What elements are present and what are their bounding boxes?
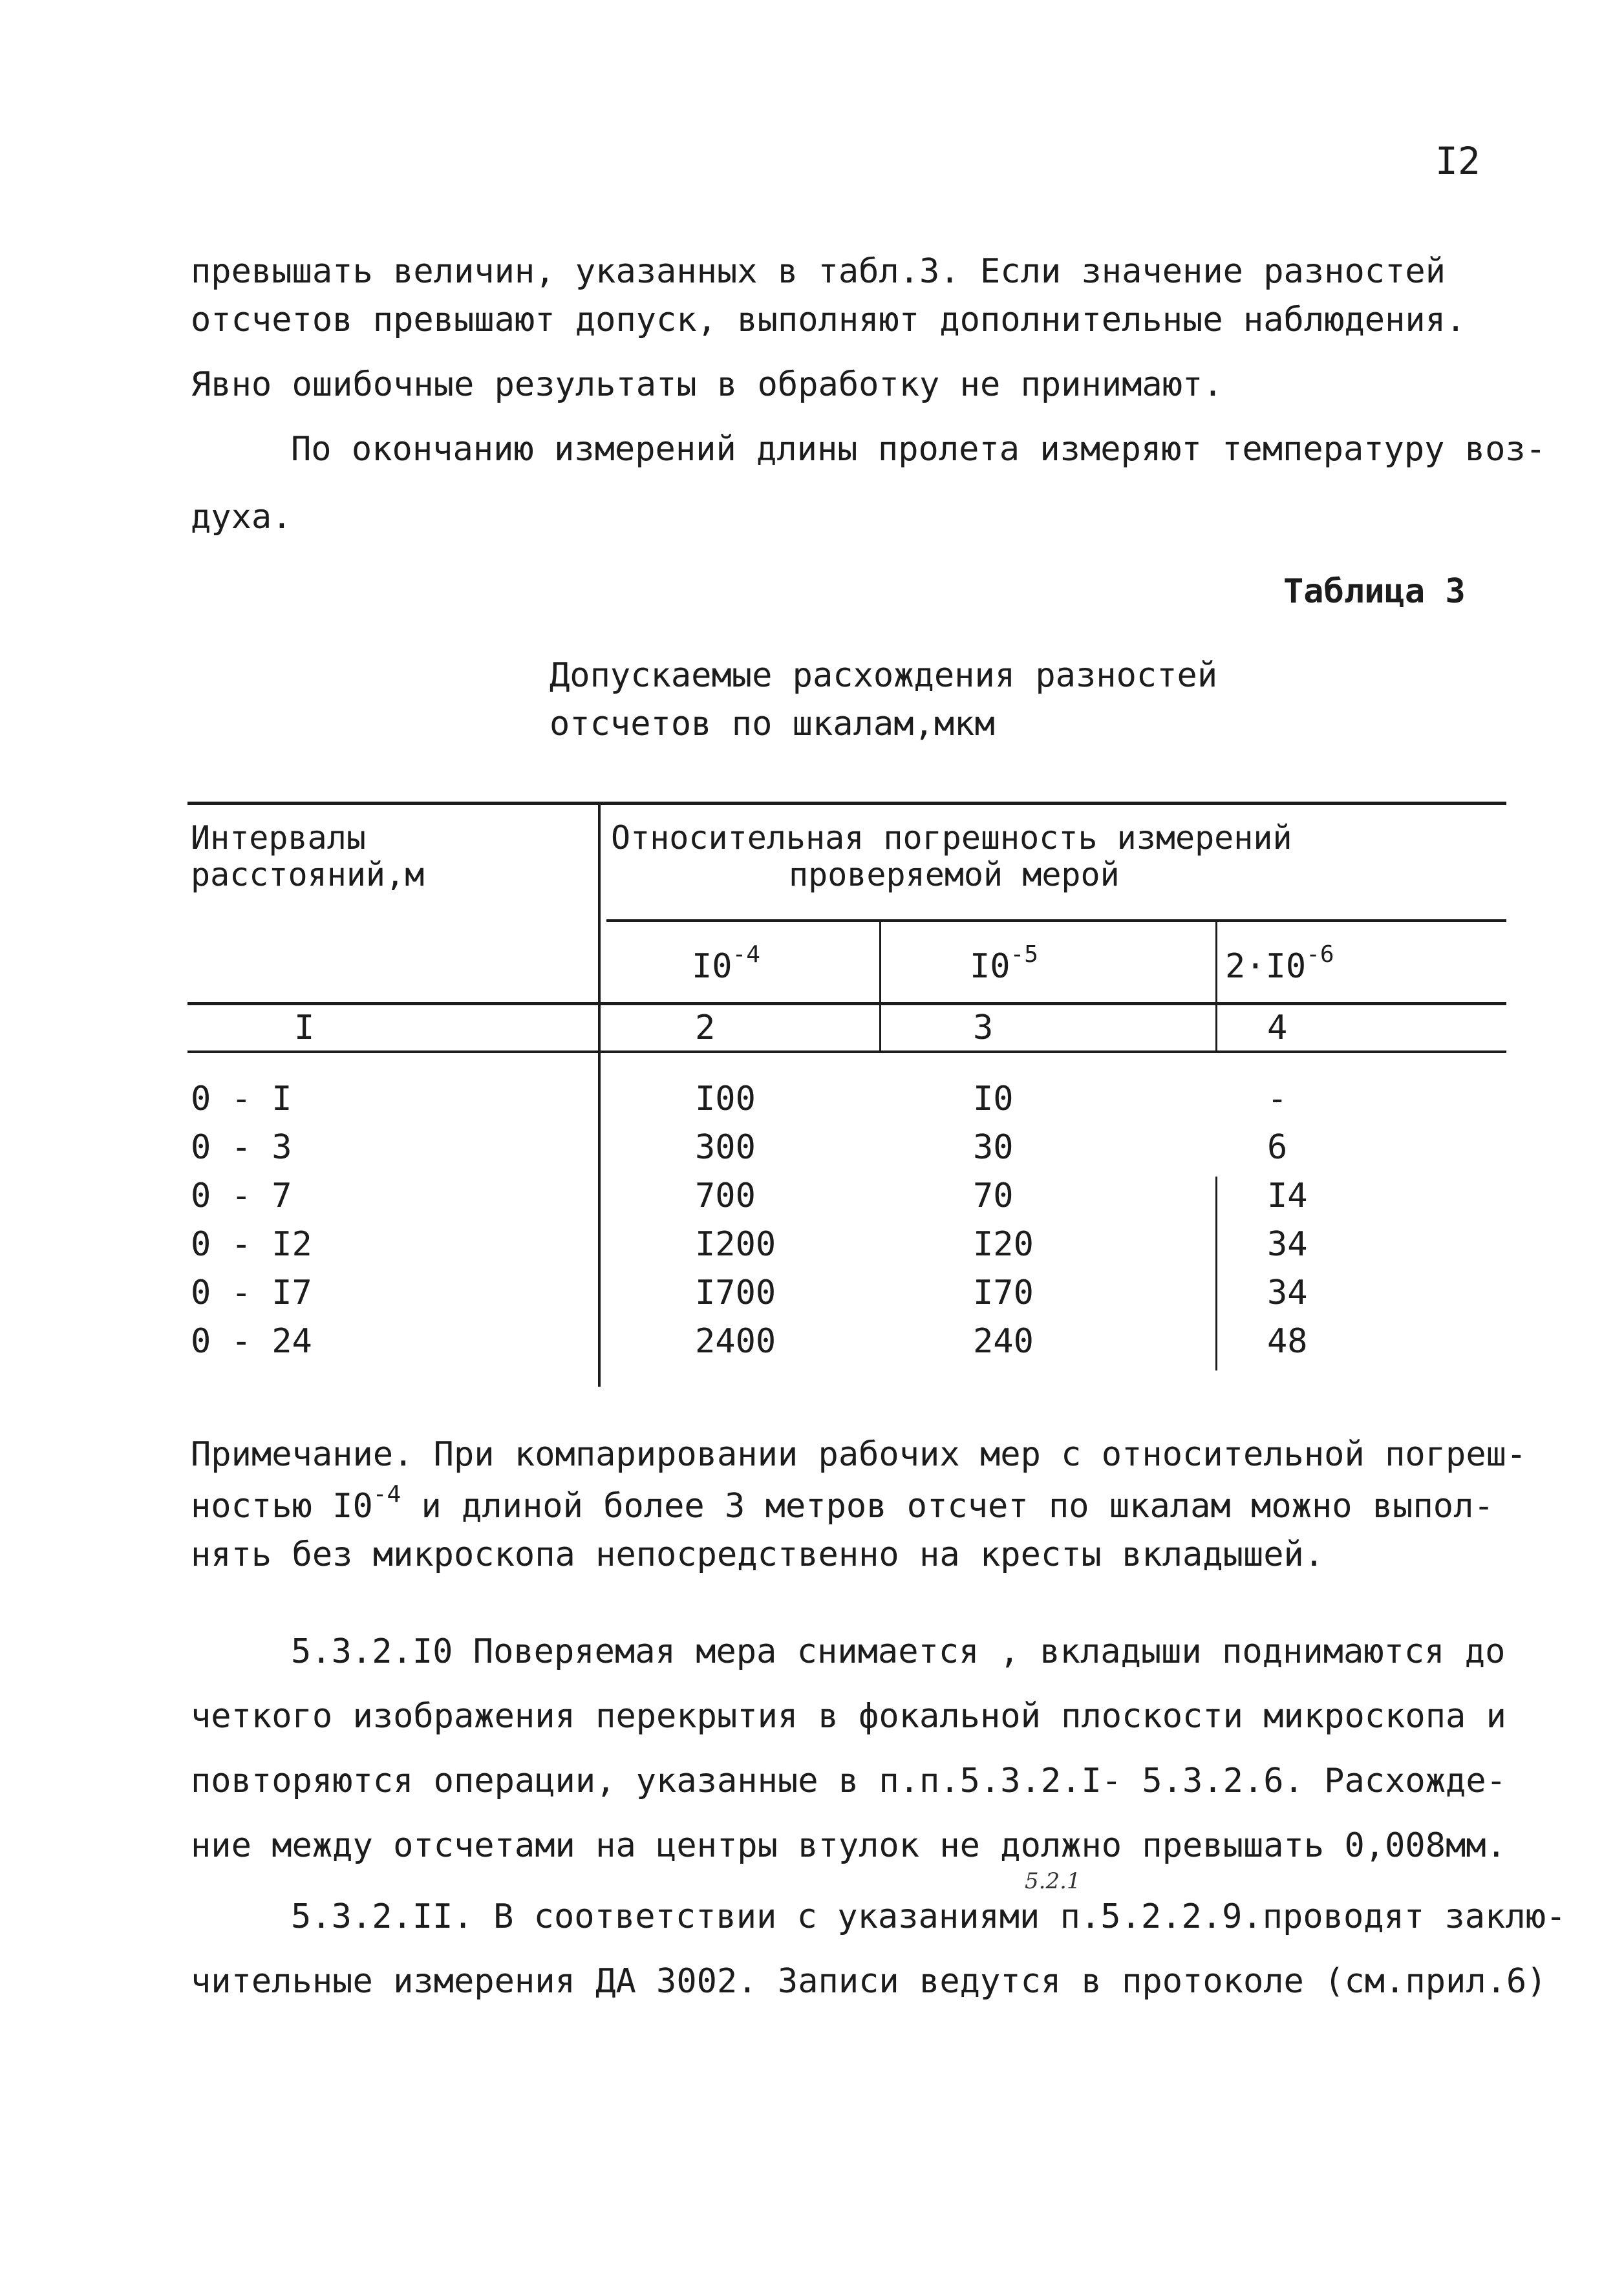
cell-interval: 0 - I	[191, 1080, 292, 1118]
header-col1-line: расстояний,м	[191, 856, 425, 893]
column-number: 3	[973, 1008, 994, 1047]
cell-value: 700	[695, 1177, 756, 1215]
page-number: I2	[1435, 139, 1480, 183]
cell-interval: 0 - I7	[191, 1274, 312, 1312]
subheader-base: I0	[692, 947, 732, 986]
handwritten-insert: 5.2.1	[1025, 1868, 1081, 1894]
table-subheader-rule	[606, 919, 1506, 922]
cell-interval: 0 - 3	[191, 1128, 292, 1167]
paragraph-line: 5.3.2.II. В соответствии с указаниями п.5.2.2.9.проводят заклю-	[291, 1897, 1566, 1936]
paragraph-line: духа.	[191, 498, 292, 537]
cell-value: 2400	[695, 1322, 776, 1361]
cell-value: I200	[695, 1225, 776, 1264]
column-number: 4	[1267, 1008, 1288, 1047]
cell-value: -	[1267, 1080, 1288, 1118]
subheader-exp: -5	[1010, 941, 1038, 968]
table-col-divider	[879, 922, 881, 1051]
cell-value: 70	[973, 1177, 1014, 1215]
paragraph-line: Явно ошибочные результаты в обработку не принимают.	[191, 365, 1223, 404]
header-col1-line: Интервалы	[191, 819, 366, 857]
cell-value: I00	[695, 1080, 756, 1118]
cell-value: 240	[973, 1322, 1034, 1361]
cell-value: I4	[1267, 1177, 1308, 1215]
subheader-base: I0	[970, 947, 1010, 986]
table-col-divider	[1215, 1177, 1217, 1370]
cell-value: I70	[973, 1274, 1034, 1312]
cell-value: 34	[1267, 1225, 1308, 1264]
column-number: I	[294, 1008, 315, 1047]
note-text: I0	[332, 1487, 373, 1526]
cell-interval: 0 - 24	[191, 1322, 312, 1361]
paragraph-line: повторяются операции, указанные в п.п.5.3.2.I- 5.3.2.6. Расхожде-	[191, 1762, 1506, 1800]
paragraph-line: По окончанию измерений длины пролета измеряют температуру воз-	[291, 430, 1546, 469]
table-col-divider	[598, 805, 601, 1387]
column-number: 2	[695, 1008, 716, 1047]
paragraph-line: ние между отсчетами на центры втулок не должно превышать 0,008мм.	[191, 1826, 1506, 1865]
cell-value: 30	[973, 1128, 1014, 1167]
table-header-rule	[187, 1002, 1506, 1005]
subheader-exponent-2	[970, 941, 1038, 990]
table-numbering-rule	[187, 1050, 1506, 1053]
cell-value: 6	[1267, 1128, 1288, 1167]
subheader-exponent-3	[1225, 941, 1334, 990]
cell-value: I0	[973, 1080, 1014, 1118]
table-col-divider	[1215, 922, 1217, 1051]
cell-interval: 0 - I2	[191, 1225, 312, 1264]
paragraph-line: чительные измерения ДА 3002. Записи ведутся в протоколе (см.прил.6)	[191, 1962, 1547, 2001]
note-line	[191, 1481, 1494, 1530]
paragraph-line: отсчетов превышают допуск, выполняют дополнительные наблюдения.	[191, 301, 1466, 339]
cell-interval: 0 - 7	[191, 1177, 292, 1215]
subheader-exp: -6	[1306, 941, 1334, 968]
header-group-line: Относительная погрешность измерений	[611, 819, 1292, 857]
cell-value: I20	[973, 1225, 1034, 1264]
subheader-exp: -4	[732, 941, 760, 968]
cell-value: 300	[695, 1128, 756, 1167]
table-label: Таблица 3	[1283, 572, 1466, 611]
table-top-rule	[187, 802, 1506, 805]
note-line: Примечание. При компарировании рабочих мер с относительной погреш-	[191, 1435, 1527, 1474]
paragraph-line: 5.3.2.I0 Поверяемая мера снимается , вкладыши поднимаются до	[291, 1632, 1506, 1671]
note-line: нять без микроскопа непосредственно на кресты вкладышей.	[191, 1535, 1325, 1574]
table-title-line: отсчетов по шкалам,мкм	[550, 705, 995, 743]
paragraph-line: превышать величин, указанных в табл.3. Если значение разностей	[191, 252, 1446, 291]
header-group-line: проверяемой мерой	[789, 856, 1120, 893]
cell-value: 48	[1267, 1322, 1308, 1361]
cell-value: I700	[695, 1274, 776, 1312]
subheader-base: 2·I0	[1225, 947, 1307, 986]
table-title-line: Допускаемые расхождения разностей	[550, 656, 1218, 695]
subheader-exponent-1	[692, 941, 760, 990]
note-exponent: -4	[372, 1481, 401, 1508]
note-text: ностью	[191, 1487, 333, 1526]
cell-value: 34	[1267, 1274, 1308, 1312]
paragraph-line: четкого изображения перекрытия в фокальной плоскости микроскопа и	[191, 1697, 1506, 1736]
note-text: и длиной более 3 метров отсчет по шкалам можно выпол-	[401, 1487, 1494, 1526]
